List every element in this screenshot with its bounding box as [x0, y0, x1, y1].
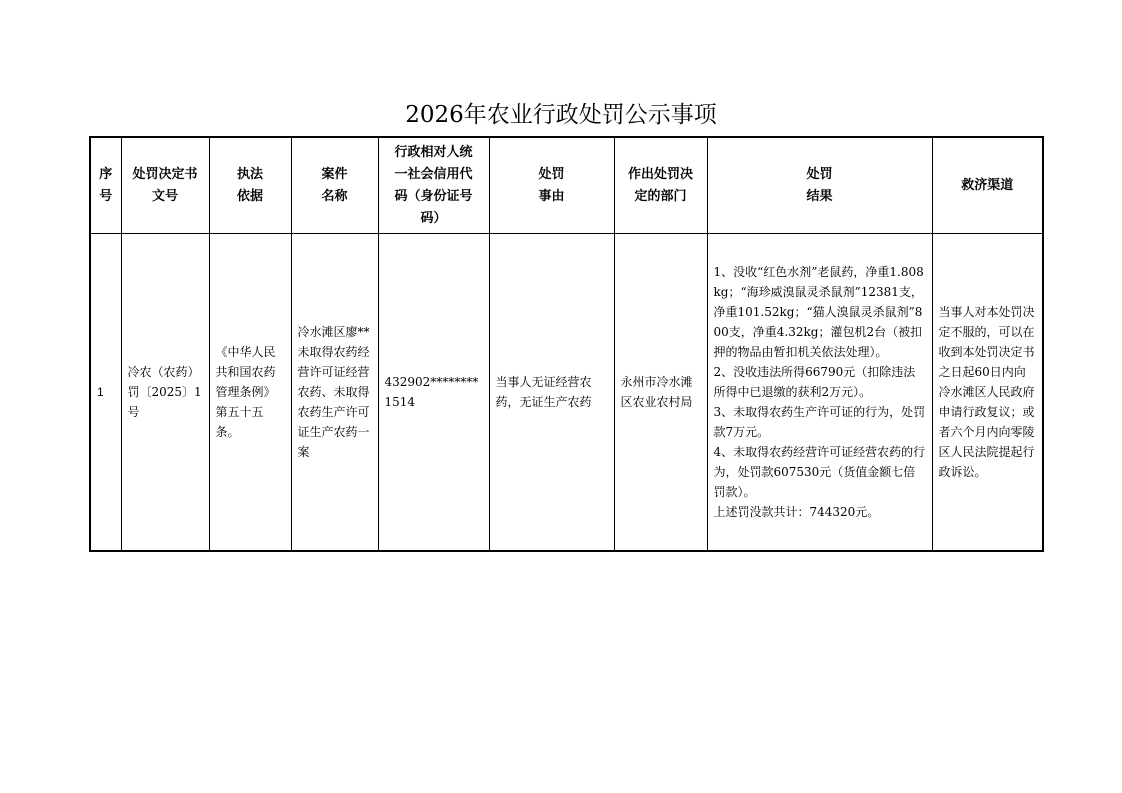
result-item: 1、没收“红色水剂”老鼠药，净重1.808kg；“海珍威溴鼠灵杀鼠剂”12381支，净重101.52kg；“猫人溴鼠灵杀鼠剂”800支，净重4.32kg；灌包机2台（被扣押的物品由暂扣机关依法处理）。	[713, 265, 924, 359]
document-title: 2026年农业行政处罚公示事项	[405, 102, 717, 128]
header-case-name: 案件 名称	[291, 137, 378, 234]
header-dept: 作出处罚决 定的部门	[614, 137, 707, 234]
cell-dept: 永州市冷水滩区农业农村局	[614, 234, 707, 552]
cell-credit-code: 432902********1514	[378, 234, 489, 552]
cell-result	[707, 234, 932, 552]
cell-basis: 《中华人民共和国农药管理条例》第五十五条。	[209, 234, 291, 552]
header-doc-no: 处罚决定书 文号	[121, 137, 209, 234]
cell-case-name: 冷水滩区廖**未取得农药经营许可证经营农药、未取得农药生产许可证生产农药一案	[291, 234, 378, 552]
cell-seq: 1	[90, 234, 121, 552]
header-seq: 序 号	[90, 137, 121, 234]
header-result: 处罚 结果	[707, 137, 932, 234]
table-row	[90, 234, 1043, 552]
header-basis: 执法 依据	[209, 137, 291, 234]
result-item: 4、未取得农药经营许可证经营农药的行为，处罚款607530元（货值金额七倍罚款）。	[713, 445, 926, 499]
result-item: 2、没收违法所得66790元（扣除违法所得中已退缴的获利2万元）。	[713, 365, 916, 399]
cell-doc-no: 冷农（农药）罚〔2025〕1号	[121, 234, 209, 552]
header-remedy: 救济渠道	[932, 137, 1043, 234]
header-credit-code: 行政相对人统 一社会信用代 码（身份证号 码）	[378, 137, 489, 234]
penalty-table	[89, 136, 1044, 552]
header-row	[90, 137, 1043, 234]
result-total: 上述罚没款共计：744320元。	[713, 505, 880, 519]
header-reason: 处罚 事由	[489, 137, 614, 234]
cell-remedy: 当事人对本处罚决定不服的，可以在收到本处罚决定书之日起60日内向冷水滩区人民政府申请行政复议；或者六个月内向零陵区人民法院提起行政诉讼。	[932, 234, 1043, 552]
cell-reason: 当事人无证经营农药，无证生产农药	[489, 234, 614, 552]
result-item: 3、未取得农药生产许可证的行为，处罚款7万元。	[713, 405, 926, 439]
